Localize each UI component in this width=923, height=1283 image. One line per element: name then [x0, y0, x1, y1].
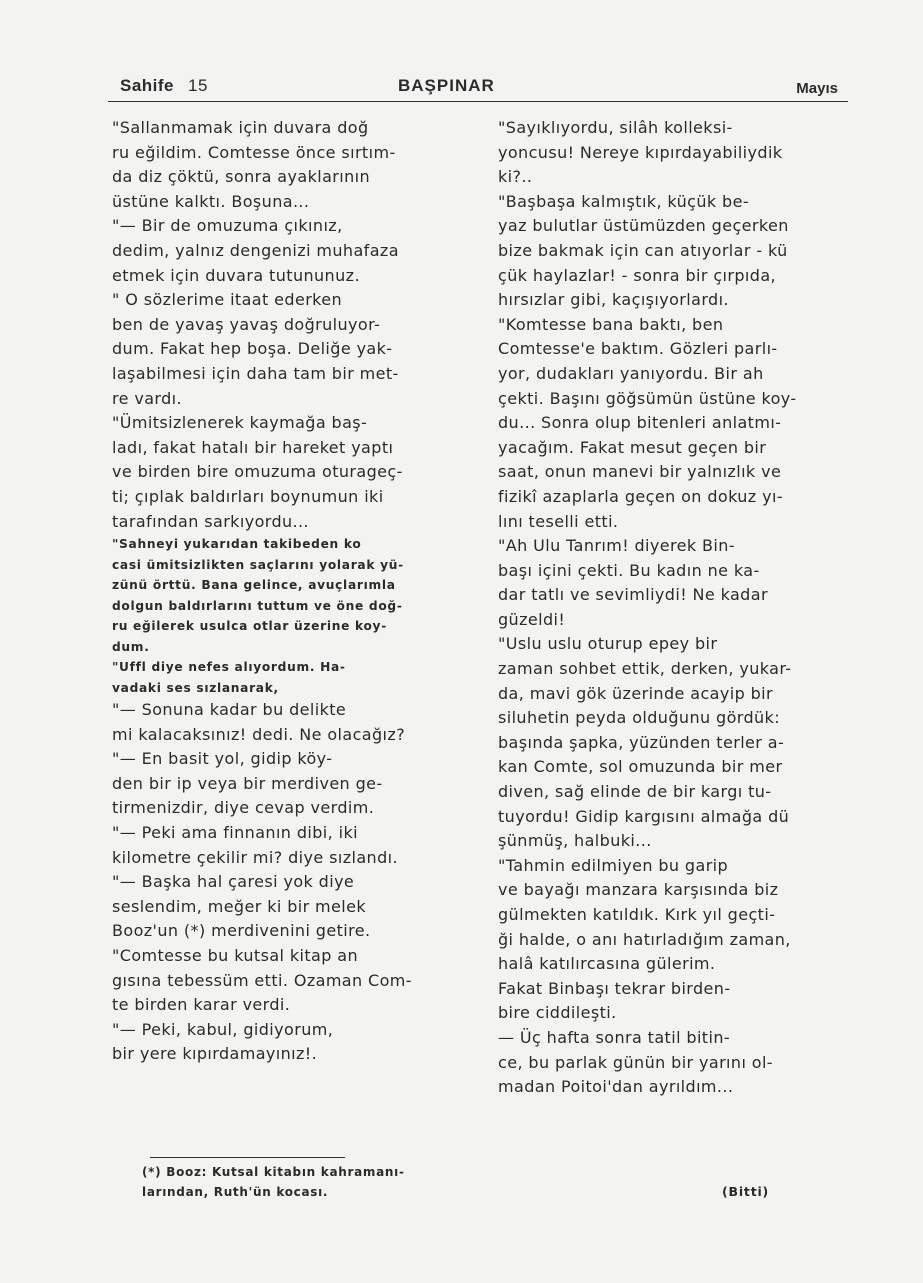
text-line: diven, sağ elinde de bir kargı tu- — [498, 782, 772, 802]
text-line: du... Sonra olup bitenleri anlatmı- — [498, 413, 782, 433]
text-line: zaman sohbet ettik, derken, yukar- — [498, 659, 792, 679]
text-line: dum. — [112, 639, 150, 654]
text-line: "— Başka hal çaresi yok diye — [112, 872, 355, 892]
page-header — [108, 72, 848, 102]
text-line: yor, dudakları yanıyordu. Bir ah — [498, 363, 764, 383]
text-line: çekti. Başını göğsümün üstüne koy- — [498, 388, 797, 408]
text-line: hırsızlar gibi, kaçışıyorlardı. — [498, 290, 729, 310]
text-line: güzeldi! — [498, 609, 566, 629]
text-line: başında şapka, yüzünden terler a- — [498, 732, 785, 752]
end-mark: (Bitti) — [722, 1184, 770, 1199]
text-line: kilometre çekilir mi? diye sızlandı. — [112, 847, 398, 867]
text-line: dolgun baldırlarını tuttum ve öne doğ- — [112, 598, 403, 613]
text-line: etmek için duvara tutununuz. — [112, 265, 360, 285]
text-line: siluhetin peyda olduğunu gördük: — [498, 708, 781, 728]
text-line: "Uffl diye nefes alıyordum. Ha- — [112, 660, 346, 675]
text-line: te birden karar verdi. — [112, 995, 291, 1015]
footnote-line: (*) Booz: Kutsal kitabın kahramanı- — [142, 1165, 405, 1179]
text-line: şünmüş, halbuki... — [498, 831, 652, 851]
text-line: ve bayağı manzara karşısında biz — [498, 880, 779, 900]
text-line: tirmenizdir, diye cevap verdim. — [112, 798, 375, 818]
text-line: "Tahmin edilmiyen bu garip — [498, 855, 729, 875]
text-line: ki?.. — [498, 167, 533, 187]
footnote — [142, 1162, 472, 1202]
text-line: bize bakmak için can atıyorlar - kü — [498, 240, 788, 260]
text-line: dum. Fakat hep boşa. Deliğe yak- — [112, 339, 393, 359]
text-line: Booz'un (*) merdivenini getire. — [112, 921, 371, 941]
text-line: bire ciddileşti. — [498, 1003, 617, 1023]
text-line: re vardı. — [112, 388, 183, 408]
text-line: da diz çöktü, sonra ayaklarının — [112, 167, 371, 187]
right-column — [498, 116, 843, 1100]
text-line: halâ katılırcasına gülerim. — [498, 954, 716, 974]
header-rule — [108, 101, 848, 102]
text-line: "Ümitsizlenerek kaymağa baş- — [112, 413, 368, 433]
text-line: tarafından sarkıyordu... — [112, 511, 310, 531]
text-line: yacağım. Fakat mesut geçen bir — [498, 437, 767, 457]
text-line: madan Poitoi'dan ayrıldım... — [498, 1077, 734, 1097]
text-line: Comtesse'e baktım. Gözleri parlı- — [498, 339, 778, 359]
text-line: "— En basit yol, gidip köy- — [112, 749, 333, 769]
text-line: "Sallanmamak için duvara doğ — [112, 118, 369, 137]
text-line: da, mavi gök üzerinde acayip bir — [498, 683, 773, 703]
text-line: vadaki ses sızlanarak, — [112, 680, 279, 695]
text-line: ru eğildim. Comtesse önce sırtım- — [112, 142, 396, 162]
text-line: ti; çıplak baldırları boynumun iki — [112, 486, 384, 506]
text-line: casi ümitsizlikten saçlarını yolarak yü- — [112, 557, 404, 572]
page-number: 15 — [188, 76, 208, 95]
page-label — [120, 76, 208, 96]
text-line: çük haylazlar! - sonra bir çırpıda, — [498, 265, 777, 285]
text-line: "— Sonuna kadar bu delikte — [112, 700, 347, 720]
text-line: ladı, fakat hatalı bir hareket yaptı — [112, 437, 394, 457]
text-line: dedim, yalnız dengenizi muhafaza — [112, 240, 399, 260]
text-line: saat, onun manevi bir yalnızlık ve — [498, 462, 782, 482]
text-line: den bir ip veya bir merdiven ge- — [112, 773, 383, 793]
text-line: Fakat Binbaşı tekrar birden- — [498, 978, 731, 998]
text-line: zünü örttü. Bana gelince, avuçlarımla — [112, 578, 396, 593]
text-line: " O sözlerime itaat ederken — [112, 290, 343, 310]
text-line: dar tatlı ve sevimliydi! Ne kadar — [498, 585, 768, 605]
magazine-title: BAŞPINAR — [398, 76, 495, 95]
footnote-line: larından, Ruth'ün kocası. — [142, 1185, 329, 1199]
text-line: "Komtesse bana baktı, ben — [498, 314, 724, 334]
text-line: kan Comte, sol omuzunda bir mer — [498, 757, 783, 777]
text-line: "Sahneyi yukarıdan takibeden ko — [112, 537, 362, 552]
text-line: "Uslu uslu oturup epey bir — [498, 634, 718, 654]
text-line: gülmekten katıldık. Kırk yıl geçti- — [498, 905, 776, 924]
text-line: seslendim, meğer ki bir melek — [112, 896, 367, 916]
text-line: "Comtesse bu kutsal kitap an — [112, 946, 359, 966]
text-line: tuyordu! Gidip kargısını almağa dü — [498, 806, 790, 826]
text-line: "— Peki, kabul, gidiyorum, — [112, 1019, 334, 1039]
footnote-rule — [150, 1157, 345, 1158]
text-line: "Sayıklıyordu, silâh kolleksi- — [498, 118, 733, 137]
text-line: bir yere kıpırdamayınız!. — [112, 1044, 318, 1064]
text-line: — Üç hafta sonra tatil bitin- — [498, 1027, 731, 1047]
text-line: "— Peki ama finnanın dibi, iki — [112, 823, 358, 843]
text-line: "Başbaşa kalmıştık, küçük be- — [498, 191, 749, 211]
text-line: ği halde, o anı hatırladığım zaman, — [498, 929, 791, 949]
text-line: lını teselli etti. — [498, 511, 619, 531]
text-line: yoncusu! Nereye kıpırdayabiliydik — [498, 142, 783, 162]
text-line: yaz bulutlar üstümüzden geçerken — [498, 216, 789, 236]
text-line: başı içini çekti. Bu kadın ne ka- — [498, 560, 760, 580]
text-line: "— Bir de omuzuma çıkınız, — [112, 216, 343, 236]
page-label-text: Sahife — [120, 76, 175, 95]
left-column — [112, 116, 462, 1067]
text-line: fizikî azaplarla geçen on dokuz yı- — [498, 486, 783, 506]
text-line: "Ah Ulu Tanrım! diyerek Bin- — [498, 536, 735, 556]
text-line: ve birden bire omuzuma oturageç- — [112, 462, 403, 482]
text-line: ru eğilerek usulca otlar üzerine koy- — [112, 619, 387, 634]
text-line: gısına tebessüm etti. Ozaman Com- — [112, 970, 412, 990]
text-line: ben de yavaş yavaş doğruluyor- — [112, 314, 381, 334]
text-line: laşabilmesi için daha tam bir met- — [112, 363, 399, 383]
text-line: mi kalacaksınız! dedi. Ne olacağız? — [112, 724, 406, 744]
text-line: üstüne kalktı. Boşuna... — [112, 191, 310, 211]
issue-month: Mayıs — [796, 80, 838, 97]
text-line: ce, bu parlak günün bir yarını ol- — [498, 1052, 773, 1072]
